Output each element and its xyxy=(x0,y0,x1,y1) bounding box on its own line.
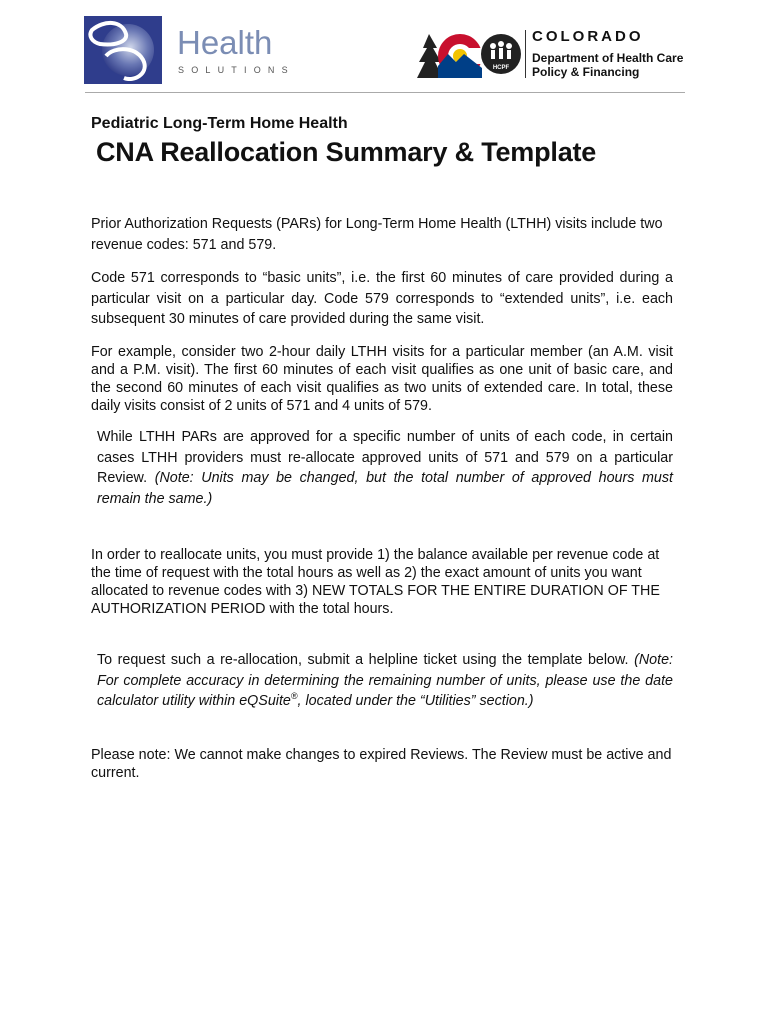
document-title: CNA Reallocation Summary & Template xyxy=(96,137,597,167)
svg-text:HCPF: HCPF xyxy=(492,65,510,71)
note-date-calculator: (Note: For complete accuracy in determining the remaining number of units, please use the date calculator utility within eQSuite®, located under the “Utilities” section.) xyxy=(97,652,674,709)
paragraph-requirements: In order to reallocate units, you must provide 1) the balance available per revenue code at the time of request with the total hours as well as 2) the exact amount of units you want allocated to revenue codes with 3) NEW TOTALS FOR THE ENTIRE DURATION OF THE AUTHORIZATION PERIOD with the total hours. xyxy=(91,547,660,617)
colorado-hcpf-logo xyxy=(415,28,695,84)
hcpf-badge-icon xyxy=(481,34,521,74)
eq-logo-sub: SOLUTIONS xyxy=(178,65,295,75)
department-name: Department of Health Care Policy & Financing xyxy=(532,51,684,79)
paragraph-expired-reviews: Please note: We cannot make changes to expired Reviews. The Review must be active and current. xyxy=(91,747,672,781)
document-subtitle: Pediatric Long-Term Home Health xyxy=(91,115,348,132)
paragraph-reallocation-note: While LTHH PARs are approved for a specific number of units of each code, in certain cases LTHH providers must re-allocate approved units of 571 and 579 on a particular Review. (Note: Units may be changed, but the total number of approved hours must remain the same.) xyxy=(97,429,673,507)
colorado-c-icon xyxy=(438,34,487,78)
eq-health-logo xyxy=(84,16,299,86)
paragraph-helpline: To request such a re-allocation, submit a helpline ticket using the template below. (Note: For complete accuracy in determining the remaining number of units, please use the date calculator utility within eQSuite®, located under the “Utilities” section.) xyxy=(97,652,674,709)
colorado-wordmark: COLORADO xyxy=(532,28,644,45)
paragraph-example: For example, consider two 2-hour daily LTHH visits for a particular member (an A.M. visit and a P.M. visit). The first 60 minutes of each visit qualifies as one unit of basic care, and the second 60 minutes of each visit qualifies as two units of extended care. In total, these daily visits consist of 2 units of 571 and 4 units of 579. xyxy=(91,344,673,414)
header-divider xyxy=(85,92,685,93)
paragraph-intro: Prior Authorization Requests (PARs) for Long-Term Home Health (LTHH) visits include two revenue codes: 571 and 579. xyxy=(91,216,663,253)
note-units: (Note: Units may be changed, but the total number of approved hours must remain the same.) xyxy=(97,470,673,507)
eq-logo-mark-icon xyxy=(84,16,299,86)
logo-separator xyxy=(525,30,526,78)
eq-logo-word: Health xyxy=(177,24,273,61)
paragraph-codes: Code 571 corresponds to “basic units”, i.e. the first 60 minutes of care provided during a particular visit on a particular day. Code 579 corresponds to “extended units”, i.e. each subsequent 30 minutes of care provided during the same visit. xyxy=(91,270,673,327)
